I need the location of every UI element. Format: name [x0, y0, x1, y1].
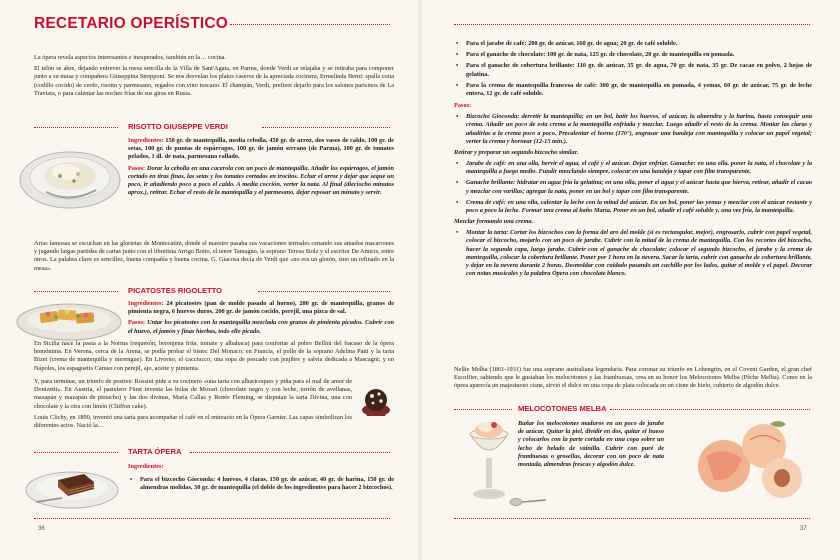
- page-number-right: 37: [800, 526, 807, 532]
- tarta-ingredients-more: [454, 40, 812, 98]
- melba-cup-illustration: [464, 414, 514, 506]
- tarta-steps-2: [454, 160, 812, 215]
- picatostes-rule-right: [258, 291, 390, 292]
- ingredient-ganache: • Para el ganache de chocolate: 100 gr. de nata, 125 gr. de chocolate, 20 gr. de mantequilla en pomada.: [454, 51, 812, 59]
- postres-paragraph: Y, para terminar, un triunfo de postres: Rossini pide a su cocinero «una tarta con albaricoques y piña para el mal de amor de Donizetti». En Austria, el pastelero Fürst inventa las bolas de Mozart (chocolate negro y con leche, turrón de avellanas, mazapán y mazapán de pistacho) y las dos divinas, María Callas y Renée Fleming, se disputan la tarta Divina, una con chocolate y la otra con limón (Chiffon cake).: [34, 378, 352, 410]
- tarta-steps-3: [454, 229, 812, 278]
- melba-title: MELOCOTONES MELBA: [518, 404, 607, 413]
- picatostes-text: [128, 300, 394, 339]
- step-retirar: Retirar y preparar un segundo bizcocho similar.: [454, 148, 579, 156]
- risotto-ingredients: 150 gr. de mantequilla, media cebolla, 450 gr. de arroz, dos vasos de caldo, 100 gr. de setas, 100 gr. de puntas de espárragos, 100 gr. de jamón serrano (de Parma), 100 gr. de tomates pelados, 1 dl. de nata, parmesano rallado.: [128, 137, 394, 161]
- tarta-text: [128, 463, 394, 496]
- step-ganache-brillante: • Ganache brillante: hidratar en agua fría la gelatina; en una olla, poner el agua y el azúcar hasta que hierva, retirar, añadir el cacao y mezclar con varillas; agregar la nata, poner en un bol y tapar con film transparente.: [454, 179, 812, 195]
- risotto-ingredients-label: Ingredientes:: [128, 137, 164, 144]
- header-rule-right: [454, 24, 810, 25]
- risotto-rule-left: [34, 127, 118, 128]
- tarta-ingredients-label: Ingredientes:: [128, 463, 164, 470]
- footer-rule-right: [454, 518, 810, 519]
- melba-rule-right: [610, 409, 810, 410]
- tarta-title: TARTA ÓPERA: [128, 447, 182, 456]
- picatostes-ingredients-label: Ingredientes:: [128, 300, 164, 307]
- tarta-rule-right: [190, 452, 390, 453]
- risotto-plate-illustration: [16, 134, 124, 214]
- risotto-text: [128, 137, 394, 200]
- step-crema: • Crema de café: en una olla, calentar la leche con la mitad del azúcar. En un bol, poner las yemas y mezclar con el azúcar restante y poco a poco la leche. Formar una crema al baño María. Poner en un bol, añadir el café soluble y, una vez fría, la mantequilla.: [454, 199, 812, 215]
- risotto-steps-label: Pasos:: [128, 164, 146, 172]
- title-rule: [230, 24, 390, 25]
- peaches-illustration: [684, 416, 814, 508]
- postres-text: [34, 378, 352, 433]
- tarta-continued: [454, 40, 812, 281]
- melba-rule-left: [454, 409, 512, 410]
- sicilia-paragraph: En Sicilia nace la pasta a la Norma (requesón, berenjena frita, tomate y albahaca) para confortar al pobre Bellini del fracaso de la ópera homónima. En Verona, cerca de la Arena, se podía probar el bistec Del Monaco; en Francia, el pollo de la soprano Adelina Patti y la tarta Bizet (crema de mantequilla y merengue). En Livorno, el cacciucco, una sopa de pescado con jenjibre y salvia dedicada a Mascagni; y en Nápoles, los espaguetis Caruso con perejil, ajo, aceite y pimienta.: [34, 340, 394, 372]
- sicilia-text: [34, 340, 394, 376]
- opera-cake-plate-illustration: [22, 458, 122, 514]
- intro-paragraph-2: El telón se abre, dejando entrever la mesa sencilla de la Villa de Sant'Agata, en Parma, donde Verdi se relajaba y se retiraba para componer junto a su musa y compañera Giuseppina Strepponi. Se nos desvelan los platos caseros de la apreciada cocinera, Ermelinda Berni: spalla cotta (codillo cocido) de cerdo, risotto y parmesano, regados con vino toscano. El champán, Verdi, prefiere dejarlo para los salones parisinos de La Traviata, o para calentar las noches frías de sus giras en Rusia.: [34, 65, 394, 97]
- step-montar: • Montar la tarta: Cortar los bizcochos con la forma del aro del molde (si es rectangular, mejor), engrasarlo, cubrir con papel vegetal, colocar el bizcocho, mojarlo con un poco de jarabe. Cubrir con la mitad de la crema de mantequilla. Con los recortes del bizcocho, hacer la segunda capa, luego jarabe. Cubrir con el ganache de chocolate; colocar el segundo bizcocho, el jarabe y la crema de mantequilla, colocar la cobertura brillante. Poner por 1 hora en la nevera. Sacar la tarta, cubrir con ganache de cobertura brillante, y dejar en la nevera durante 2 horas. Desmoldar con cuidado pasando un cuchillo por los lados, quitar el molde y el papel. Decorar con notas musicales y la palabra Ópera con chocolate blanco.: [454, 229, 812, 278]
- intro-text: [34, 54, 394, 101]
- page-number-left: 36: [38, 526, 45, 532]
- picatostes-ingredients: 24 picatostes (pan de molde pasado al horno), 200 gr. de mantequilla, granos de pimienta negra, 6 huevos duros, 200 gr. de jamón cocido, perejil, una pizca de sal.: [128, 300, 394, 316]
- picatostes-plate-illustration: [14, 296, 124, 344]
- step-mezclar: Mezclar formando una crema.: [454, 218, 534, 226]
- clichy-paragraph: Louis Clichy, en 1890, inventó una tarta para acompañar el café en el entreacto en la Ópera Garnier. Las capas simbolizan los diferentes actos. Nació la…: [34, 413, 352, 429]
- montecatini-text: [34, 240, 394, 276]
- tarta-steps-label: Pasos:: [454, 102, 472, 110]
- melba-intro-paragraph: Nellie Melba (1861-1931) fue una soprano australiana legendaria. Para coronar su triunfo en Lohengrin, en el Covent Garden, el gran chef Escoffier, sabiendo que le gustaban los melocotones y las frambuesas, crea en su honor los Melocotones Melba (Pêche Melba). Como en la ópera aparecía un majestuoso cisne, sirvió el dulce en una copa de plata colocada en un cisne de hielo, cubierto de algodón dulce.: [454, 366, 812, 390]
- melba-steps: Bañar los melocotones maduros en un poco de jarabe de azúcar. Quitar la piel, dividir en dos, quitar el hueso y colocarlos con la parte cortada en una copa sobre un lecho de helado de vainilla. Cubrir con puré de frambuesas o grosellas, decorar con un poco de nata montada, almendras frescas y algodón dulce.: [518, 420, 664, 468]
- tarta-ingredient-item: • Para el bizcocho Gioconda: 4 huevos, 4 claras, 150 gr. de azúcar, 40 gr. de harina, 150 gr. de almendras molidas, 30 gr. de mantequilla (el doble de los ingredientes para hacer 2 bizcochos).: [128, 476, 394, 492]
- ingredient-ganache-brillante: • Para el ganache de cobertura brillante: 110 gr. de azúcar, 35 gr. de agua, 70 gr. de nata, 35 gr. De cacao en polvo, 2 hojas de gelatina.: [454, 62, 812, 78]
- risotto-rule-right: [262, 127, 390, 128]
- picatostes-steps-label: Pasos:: [128, 319, 146, 327]
- step-bizcocho: • Bizcocho Gioconda: derretir la mantequilla; en un bol, batir los huevos, el azúcar, la almendra y la harina, hasta conseguir una crema. Añadir un poco de esta crema a la mantequilla enfriada y mezclar. Luego añadir el resto de la crema. Montar las claras y añadirlas a la crema poco a poco. Precalentar el horno (170°), engrasar una bandeja con mantequilla y colocar un papel vegetal; verter la crema y hornear (12-15 min.).: [454, 113, 812, 146]
- risotto-steps: Dorar la cebolla en una cacerola con un poco de mantequilla. Añadir los espárragos, el jamón cortado en tiras finas, las setas y los tomates cortados en trocitos. Echar el arroz y dejar que seque un poco, ir añadiendo poco a poco el caldo. A media cocción, verter la nata. Al final (dieciocho minutos aprox.), retirar. Echar el resto de la mantequilla y el parmesano, dejar reposar un minuto y servir.: [128, 164, 394, 197]
- picatostes-title: PICATOSTES RIGOLETTO: [128, 286, 223, 295]
- ingredient-jarabe: • Para el jarabe de café: 200 gr. de azúcar, 160 gr. de agua; 20 gr. de café soluble.: [454, 40, 812, 48]
- melba-intro: [454, 366, 812, 394]
- montecatini-paragraph: Arias famosas se escuchan en las glorietas de Montecatini, donde el maestro pasaba sus vacaciones termales cenando sus amados macarrones y jugando largas partidas de cartas junto con el libretista Arrigo Boito, el tenor Tamagno, la soprano Teresa Stolz y el escritor De Amicis, entre otros. La palabra clave es sencillez, buena compañía y buena cocina. G. Giacosa decía de Verdi que «no era un glotón, sino un refinado en la mesa».: [34, 240, 394, 272]
- risotto-title: RISOTTO GIUSEPPE VERDI: [128, 122, 228, 131]
- right-page: [420, 0, 840, 560]
- intro-paragraph-1: La ópera revela aspectos interesantes e inesperados, también en la… cocina.: [34, 54, 226, 61]
- chocolate-truffle-illustration: [356, 380, 396, 420]
- spoon-illustration: [508, 494, 548, 510]
- tarta-steps-1: [454, 113, 812, 146]
- tarta-rule-left: [34, 452, 118, 453]
- footer-rule-left: [34, 518, 390, 519]
- picatostes-rule-left: [34, 291, 118, 292]
- tarta-ingredients-list: [128, 476, 394, 492]
- page-title: RECETARIO OPERÍSTICO: [34, 15, 229, 32]
- picatostes-steps: Untar los picatostes con la mantequilla mezclada con granos de pimienta picados. Cubrir con el huevo, el jamón y finas hierbas, todo ello picado.: [128, 319, 394, 335]
- ingredient-crema: • Para la crema de mantequilla francesa de café: 300 gr. de mantequilla en pomada, 4 yemas, 60 gr. de azúcar, 75 gr. de leche entera, 12 gr. de café soluble.: [454, 82, 812, 98]
- melba-text: [518, 420, 664, 472]
- step-jarabe: • Jarabe de café: en una olla, hervir el agua, el café y el azúcar. Dejar enfriar. Ganache: en una olla, poner la nata, el chocolate y la mantequilla a fuego medio. Fundir mezclando siempre, colocar en una bandeja y tapar con film transparente.: [454, 160, 812, 176]
